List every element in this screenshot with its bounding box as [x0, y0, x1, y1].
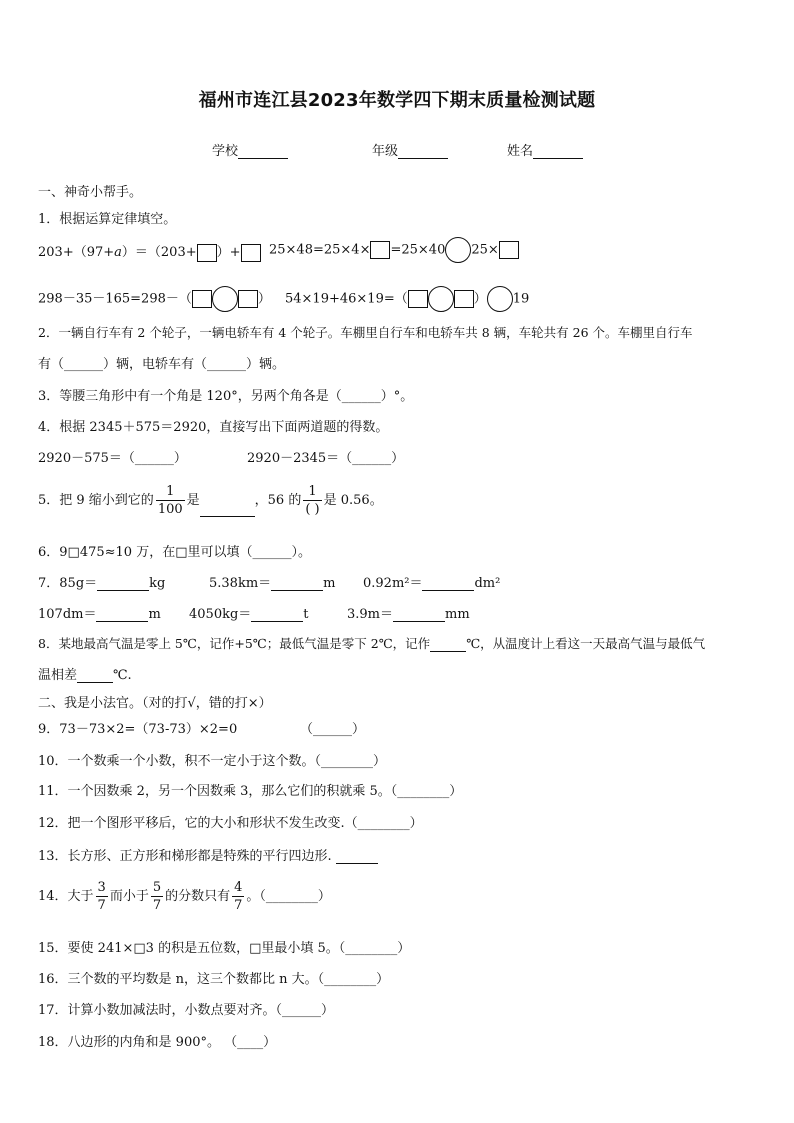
fraction: [96, 880, 108, 913]
answer-circle[interactable]: [212, 286, 238, 312]
q1-r2a-text-1: 298－35－165=298－（: [38, 291, 192, 307]
q1-r2b-text-1: 54×19+46×19=（: [285, 291, 408, 307]
question-5: [38, 484, 383, 517]
answer-blank[interactable]: [200, 502, 255, 517]
answer-box[interactable]: [408, 290, 428, 308]
q8-text-4: ℃.: [113, 668, 132, 683]
fraction: [151, 880, 163, 913]
numerator: 3: [97, 880, 106, 895]
q7-b2: 4050kg＝: [189, 607, 252, 622]
answer-box[interactable]: [192, 290, 212, 308]
q8-text-1: 8．某地最高气温是零上 5℃，记作+5℃；最低气温是零下 2℃，记作: [38, 636, 431, 651]
q5-text-1: 5．把 9 缩小到它的: [38, 493, 154, 508]
page-title: 福州市连江县2023年数学四下期末质量检测试题: [198, 90, 596, 111]
q7-b1-unit: m: [148, 607, 161, 622]
denominator: 7: [97, 898, 106, 913]
q1-r2b-text-3: 19: [512, 291, 530, 307]
answer-circle[interactable]: [428, 286, 454, 312]
school-blank[interactable]: [238, 144, 288, 159]
q8-text-2: ℃，从温度计上看这一天最高气温与最低气: [466, 636, 706, 651]
numerator: 5: [152, 880, 162, 895]
name-field: [507, 140, 583, 159]
answer-box[interactable]: [454, 290, 474, 308]
q7-a2-unit: m: [323, 576, 336, 591]
answer-circle[interactable]: [487, 286, 513, 312]
fraction: [232, 880, 244, 913]
question-14: [38, 880, 331, 913]
q7-a1: 7．85g＝: [38, 576, 98, 591]
q4-answer-b: 2920－2345＝（______）: [247, 451, 405, 466]
answer-blank[interactable]: [97, 576, 149, 591]
question-3: 3．等腰三角形中有一个角是 120°，另两个角各是（______）°。: [38, 389, 414, 404]
q7-a2: 5.38km＝: [209, 576, 272, 591]
answer-box[interactable]: [238, 290, 258, 308]
question-15: 15．要使 241×□3 的积是五位数，□里最小填 5。（________）: [38, 941, 411, 956]
q1-r1b-text-2: =25×40: [390, 242, 446, 258]
question-17: 17．计算小数加减法时，小数点要对齐。（______）: [38, 1003, 335, 1018]
q5-text-3: ，56 的: [254, 493, 302, 508]
question-1-text: 1．根据运算定律填空。: [38, 212, 177, 227]
q1-r1b-text-3: 25×: [471, 242, 499, 258]
q1-r1a-text-3: ）+: [216, 245, 241, 260]
question-10: 10．一个数乘一个小数，积不一定小于这个数。（________）: [38, 754, 387, 769]
question-8-line-1: [38, 634, 705, 652]
answer-blank[interactable]: [393, 607, 445, 622]
name-label: 姓名: [507, 144, 534, 159]
q7-b3-unit: mm: [445, 607, 470, 622]
school-label: 学校: [212, 144, 239, 159]
q7-b2-unit: t: [303, 607, 309, 622]
q4-answer-a: 2920－575＝（______）: [38, 451, 187, 466]
answer-circle[interactable]: [445, 237, 471, 263]
q5-text-2: 是: [186, 493, 200, 508]
denominator-blank[interactable]: ( ): [305, 502, 320, 517]
q1-r2a-text-2: ）: [257, 291, 271, 307]
section-2-heading: 二、我是小法官。（对的打√，错的打×）: [38, 696, 272, 711]
denominator: 7: [234, 898, 243, 913]
section-1-heading: 一、神奇小帮手。: [38, 185, 143, 200]
question-2-line-1: 2．一辆自行车有 2 个轮子，一辆电轿车有 4 个轮子。车棚里自行车和电轿车共 8 辆，车轮共有 26 个。车棚里自行车: [38, 325, 693, 340]
q1-r1a-text-1: 203+（97+: [38, 245, 115, 260]
q7-b3: 3.9m＝: [347, 607, 394, 622]
denominator: 100: [157, 502, 183, 517]
answer-blank[interactable]: [251, 607, 303, 622]
answer-blank[interactable]: [336, 849, 378, 864]
numerator: 4: [234, 880, 243, 895]
q14-text-4: 。（________）: [246, 889, 331, 904]
q7-a3: 0.92m²＝: [363, 576, 423, 591]
fraction: [156, 484, 185, 517]
q14-text-2: 而小于: [109, 889, 149, 904]
answer-box[interactable]: [370, 241, 390, 259]
answer-blank[interactable]: [77, 668, 113, 683]
q13-text: 13．长方形、正方形和梯形都是特殊的平行四边形.: [38, 849, 332, 864]
q9-answer-blank[interactable]: （______）: [300, 722, 366, 737]
variable-a: a: [114, 245, 122, 260]
q7-b1: 107dm＝: [38, 607, 97, 622]
question-6: 6．9□475≈10 万，在□里可以填（______）。: [38, 545, 311, 560]
answer-blank[interactable]: [96, 607, 148, 622]
q5-text-4: 是 0.56。: [323, 493, 383, 508]
grade-field: [372, 140, 448, 159]
q14-text-3: 的分数只有: [165, 889, 231, 904]
grade-label: 年级: [372, 144, 399, 159]
answer-box[interactable]: [197, 244, 217, 262]
numerator: 1: [308, 484, 317, 499]
q7-a3-unit: dm²: [474, 576, 501, 591]
question-11: 11．一个因数乘 2，另一个因数乘 3，那么它们的积就乘 5。（________）: [38, 784, 463, 799]
question-2-line-2: 有（______）辆，电轿车有（______）辆。: [38, 357, 286, 372]
q1-r1b-text-1: 25×48=25×4×: [269, 242, 371, 258]
school-field: [212, 140, 288, 159]
answer-blank[interactable]: [430, 637, 466, 652]
q1-r2b-text-2: ）: [473, 291, 487, 307]
q8-text-3: 温相差: [38, 668, 78, 683]
question-4-text: 4．根据 2345＋575＝2920，直接写出下面两道题的得数。: [38, 420, 389, 435]
name-blank[interactable]: [533, 144, 583, 159]
answer-box[interactable]: [499, 241, 519, 259]
question-8-line-2: [38, 664, 132, 683]
numerator: 1: [166, 484, 175, 499]
fraction: [303, 484, 321, 517]
question-16: 16．三个数的平均数是 n，这三个数都比 n 大。（________）: [38, 972, 390, 987]
answer-box[interactable]: [241, 244, 261, 262]
q7-a1-unit: kg: [149, 576, 166, 591]
q14-text-1: 14．大于: [38, 889, 94, 904]
question-18: 18．八边形的内角和是 900°。 （____）: [38, 1035, 277, 1050]
q1-r1a-text-2: ）＝（203+: [121, 245, 197, 260]
question-13: [38, 845, 378, 864]
denominator: 7: [152, 898, 162, 913]
q9-text: 9．73－73×2=（73-73）×2=0: [38, 722, 238, 737]
grade-blank[interactable]: [398, 144, 448, 159]
answer-blank[interactable]: [271, 576, 323, 591]
answer-blank[interactable]: [422, 576, 474, 591]
question-12: 12．把一个图形平移后，它的大小和形状不发生改变.（________）: [38, 816, 423, 831]
